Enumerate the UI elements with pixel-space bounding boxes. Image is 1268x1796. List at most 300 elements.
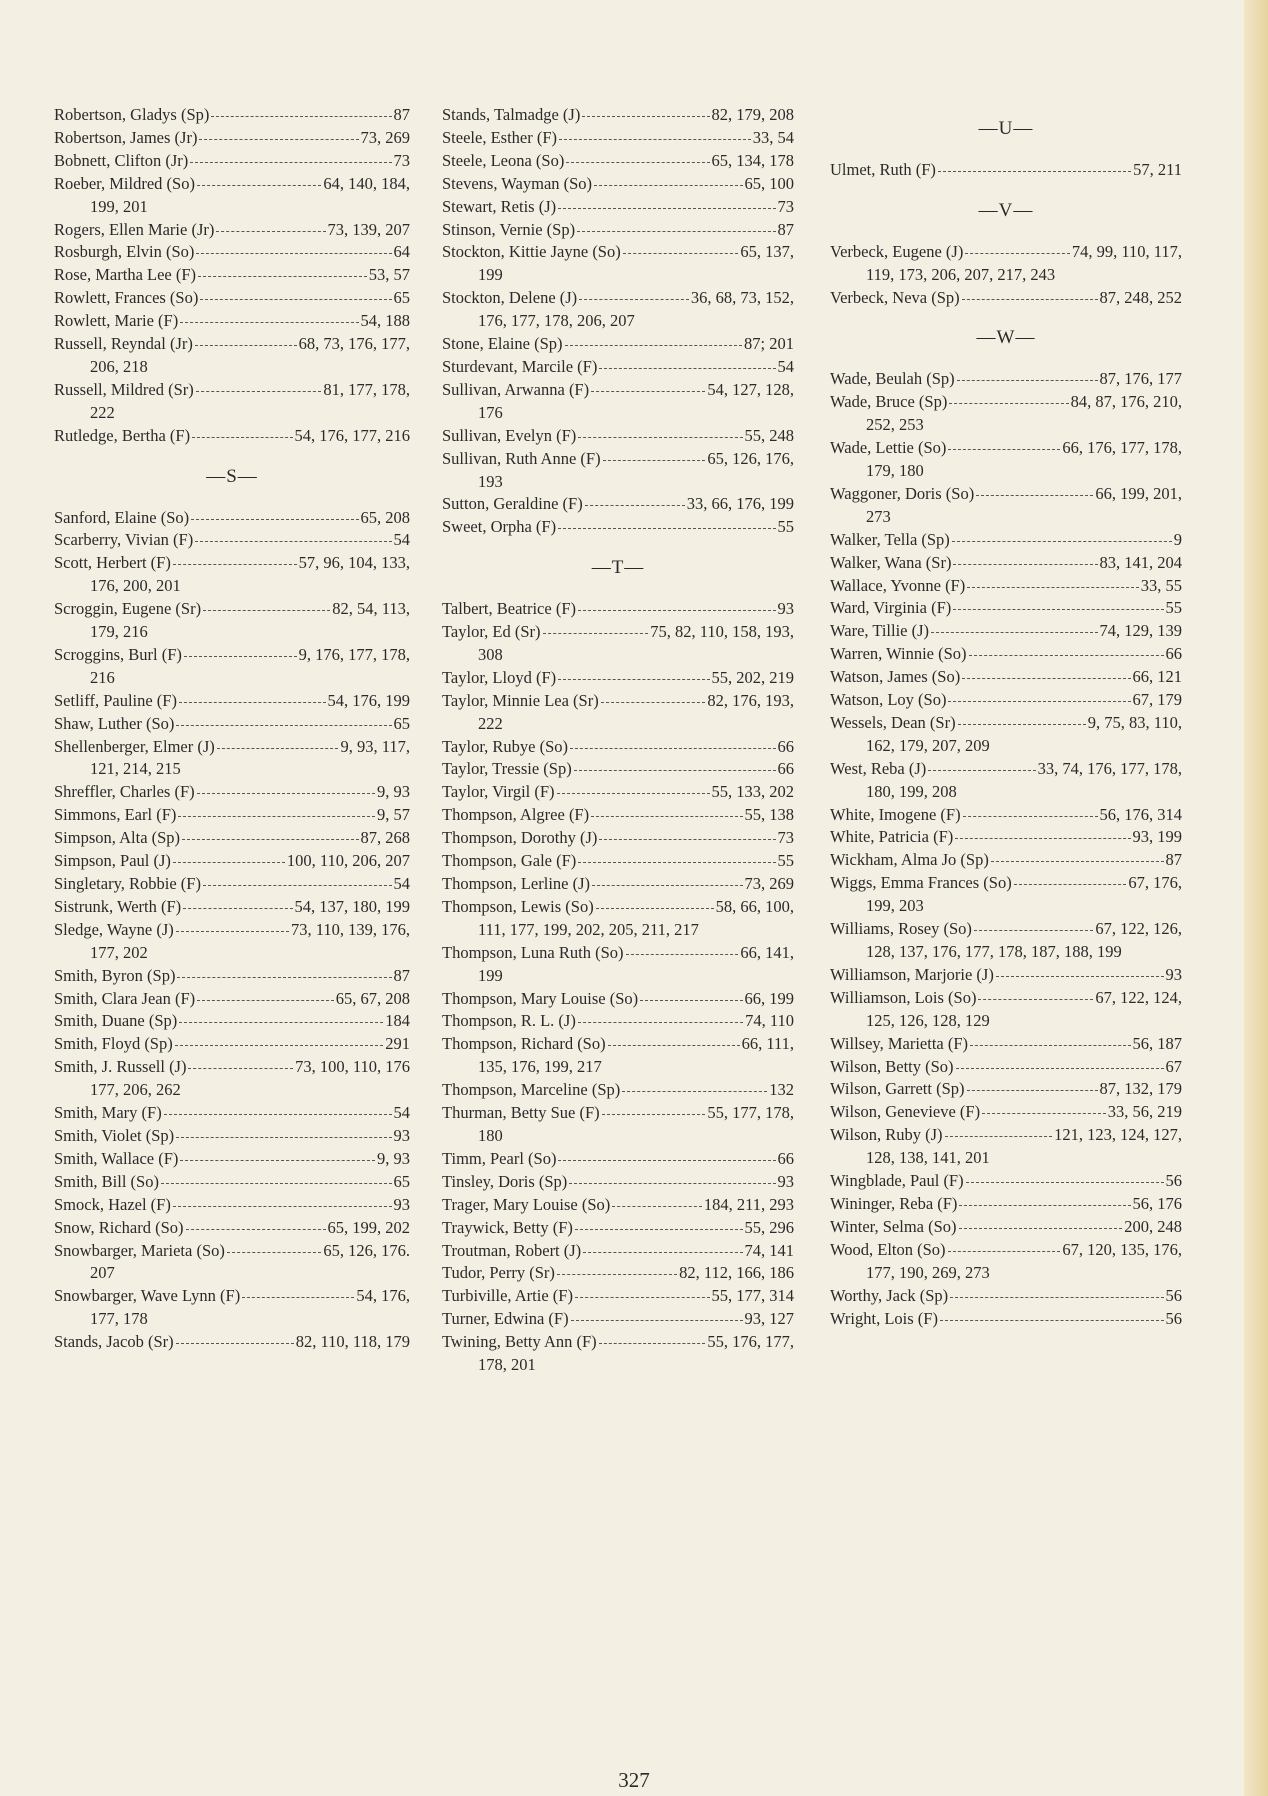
entry-pages: 55, 138 (744, 805, 794, 825)
entry-pages: 65, 199, 202 (327, 1217, 410, 1237)
entry-name: Simmons, Earl (F) (54, 805, 177, 825)
index-entry (442, 873, 794, 896)
dot-leader (216, 231, 325, 232)
dot-leader (582, 116, 709, 117)
dot-leader (173, 862, 285, 863)
index-entry (442, 690, 794, 736)
entry-pages-continued: 216 (90, 667, 115, 687)
index-entry (830, 1285, 1182, 1308)
entry-name: Thompson, R. L. (J) (442, 1011, 576, 1031)
index-entry (54, 644, 410, 690)
dot-leader (180, 1160, 375, 1161)
entry-name: Wright, Lois (F) (830, 1308, 938, 1328)
index-entry (54, 1285, 410, 1331)
entry-name: Stands, Jacob (Sr) (54, 1332, 174, 1352)
section-heading: —V— (978, 199, 1034, 221)
entry-pages: 93 (393, 1125, 410, 1145)
entry-pages: 67, 122, 124, (1095, 987, 1182, 1007)
entry-name: Winter, Selma (So) (830, 1216, 957, 1236)
dot-leader (197, 185, 321, 186)
entry-pages: 56, 176 (1132, 1193, 1182, 1213)
entry-pages: 33, 74, 176, 177, 178, (1037, 758, 1182, 778)
entry-name: Taylor, Rubye (So) (442, 736, 569, 756)
dot-leader (591, 816, 742, 817)
index-entry (830, 597, 1182, 620)
entry-name: Wessels, Dean (Sr) (830, 712, 956, 732)
index-entry (54, 219, 410, 242)
index-entry (442, 667, 794, 690)
entry-pages: 55, 176, 177, (707, 1332, 794, 1352)
entry-name: Wilson, Genevieve (F) (830, 1102, 981, 1122)
dot-leader (948, 449, 1060, 450)
entry-pages: 184 (385, 1011, 410, 1031)
entry-pages: 54, 176, 177, 216 (294, 425, 410, 445)
entry-pages: 54, 188 (360, 311, 410, 331)
index-entry (54, 850, 410, 873)
index-entry (830, 287, 1182, 310)
entry-name: Timm, Pearl (So) (442, 1148, 557, 1168)
index-entry (54, 690, 410, 713)
entry-pages: 68, 73, 176, 177, (298, 334, 410, 354)
dot-leader (196, 391, 322, 392)
entry-pages: 93, 127 (744, 1309, 794, 1329)
entry-name: Sweet, Orpha (F) (442, 517, 557, 537)
index-entry (830, 1239, 1182, 1285)
entry-pages: 55 (1165, 598, 1182, 618)
entry-name: Walker, Wana (Sr) (830, 552, 952, 572)
entry-pages-continued: 176, 177, 178, 206, 207 (478, 311, 635, 331)
entry-name: Scroggin, Eugene (Sr) (54, 599, 202, 619)
index-entry (54, 104, 410, 127)
entry-name: Thompson, Mary Louise (So) (442, 988, 639, 1008)
entry-pages: 87 (777, 219, 794, 239)
entry-name: Wade, Bruce (Sp) (830, 392, 948, 412)
index-entry (54, 379, 410, 425)
dot-leader (578, 437, 742, 438)
entry-name: Shellenberger, Elmer (J) (54, 736, 215, 756)
entry-name: Smith, Clara Jean (F) (54, 988, 196, 1008)
dot-leader (982, 1113, 1106, 1114)
index-entry (442, 1010, 794, 1033)
entry-pages-continued: 125, 126, 128, 129 (866, 1010, 990, 1030)
entry-pages-continued: 199 (478, 965, 503, 985)
entry-name: Taylor, Lloyd (F) (442, 667, 557, 687)
index-entry (54, 713, 410, 736)
entry-pages: 33, 56, 219 (1107, 1102, 1182, 1122)
entry-name: Ward, Virginia (F) (830, 598, 952, 618)
dot-leader (186, 1229, 326, 1230)
entry-name: Traywick, Betty (F) (442, 1217, 573, 1237)
entry-pages: 33, 66, 176, 199 (686, 494, 794, 514)
entry-pages-continued: 179, 216 (90, 622, 148, 642)
entry-pages-continued: 199, 201 (90, 196, 148, 216)
entry-name: Stone, Elaine (Sp) (442, 334, 563, 354)
dot-leader (183, 908, 292, 909)
entry-name: Wingblade, Paul (F) (830, 1171, 964, 1191)
entry-pages: 82, 179, 208 (711, 105, 794, 124)
entry-name: Thompson, Dorothy (J) (442, 828, 598, 848)
index-entry (830, 575, 1182, 598)
entry-pages: 54, 127, 128, (707, 379, 794, 399)
dot-leader (557, 1274, 677, 1275)
dot-leader (559, 139, 751, 140)
entry-pages: 54, 176, (356, 1286, 410, 1306)
dot-leader (571, 1320, 743, 1321)
index-entry (54, 264, 410, 287)
dot-leader (179, 1022, 383, 1023)
entry-pages-continued: 179, 180 (866, 460, 924, 480)
entry-name: Rowlett, Marie (F) (54, 311, 179, 331)
entry-pages: 66 (777, 759, 794, 779)
entry-pages: 87 (393, 105, 410, 124)
index-entry (442, 896, 794, 942)
entry-name: Smith, Mary (F) (54, 1103, 162, 1123)
dot-leader (583, 1252, 742, 1253)
index-entry (830, 1193, 1182, 1216)
dot-leader (945, 1136, 1053, 1137)
dot-leader (177, 977, 391, 978)
entry-pages: 55 (777, 517, 794, 537)
dot-leader (197, 793, 375, 794)
entry-pages-continued: 193 (478, 471, 503, 491)
entry-name: Sullivan, Evelyn (F) (442, 425, 577, 445)
entry-pages: 36, 68, 73, 152, (690, 288, 794, 308)
index-entry (54, 1148, 410, 1171)
index-entry (830, 1056, 1182, 1079)
entry-pages: 66, 199 (744, 988, 794, 1008)
entry-name: Trager, Mary Louise (So) (442, 1194, 611, 1214)
entry-pages: 54 (393, 874, 410, 893)
index-entry (442, 781, 794, 804)
entry-name: Simpson, Paul (J) (54, 851, 171, 871)
dot-leader (594, 185, 742, 186)
entry-name: Rowlett, Frances (So) (54, 288, 199, 308)
index-entry (830, 712, 1182, 758)
entry-pages: 65, 126, 176, (707, 448, 794, 468)
index-entry (54, 873, 410, 896)
entry-pages-continued: 176 (478, 402, 503, 422)
index-entry (54, 827, 410, 850)
section-heading: —U— (978, 118, 1034, 139)
dot-leader (965, 253, 1070, 254)
entry-pages: 82, 110, 118, 179 (295, 1332, 410, 1352)
entry-pages: 66, 111, (741, 1034, 794, 1054)
entry-pages: 66, 176, 177, 178, (1062, 438, 1182, 458)
dot-leader (953, 609, 1163, 610)
entry-pages-continued: 177, 202 (90, 942, 148, 962)
index-entry (442, 1262, 794, 1285)
section-heading: —S— (206, 465, 258, 487)
entry-name: Verbeck, Neva (Sp) (830, 287, 960, 307)
dot-leader (602, 1114, 706, 1115)
dot-leader (948, 701, 1130, 702)
entry-pages: 81, 177, 178, (323, 379, 410, 399)
entry-pages: 58, 66, 100, (715, 896, 794, 916)
entry-name: Sanford, Elaine (So) (54, 507, 190, 527)
entry-name: Wininger, Reba (F) (830, 1193, 958, 1213)
dot-leader (585, 505, 685, 506)
entry-pages: 67, 176, (1128, 873, 1182, 893)
dot-leader (591, 391, 705, 392)
index-entry (54, 1033, 410, 1056)
dot-leader (173, 564, 297, 565)
dot-leader (974, 930, 1094, 931)
index-entry (442, 1331, 794, 1377)
dot-leader (622, 1091, 767, 1092)
entry-pages: 87, 132, 179 (1099, 1079, 1182, 1099)
entry-pages: 9 (1173, 529, 1182, 549)
page-number: 327 (618, 1768, 650, 1792)
index-entry (830, 1216, 1182, 1239)
entry-name: Scarberry, Vivian (F) (54, 530, 194, 550)
entry-pages: 64 (393, 242, 410, 262)
entry-pages: 83, 141, 204 (1099, 552, 1182, 572)
entry-pages: 67, 179 (1132, 690, 1182, 710)
dot-leader (959, 1228, 1123, 1229)
index-entry (830, 689, 1182, 712)
entry-name: Stinson, Vernie (Sp) (442, 219, 576, 239)
index-entry (442, 493, 794, 516)
entry-pages: 55, 133, 202 (711, 782, 794, 802)
dot-leader (978, 999, 1093, 1000)
index-entry (54, 127, 410, 150)
index-entry (442, 196, 794, 219)
index-entry (442, 1285, 794, 1308)
entry-name: Sturdevant, Marcile (F) (442, 356, 598, 376)
dot-leader (969, 655, 1164, 656)
entry-pages: 65, 137, (740, 242, 794, 262)
index-entry (442, 1148, 794, 1171)
entry-pages: 67 (1165, 1056, 1182, 1076)
index-entry (54, 965, 410, 988)
entry-name: Singletary, Robbie (F) (54, 874, 201, 893)
dot-leader (967, 1090, 1098, 1091)
index-column-2 (442, 104, 794, 1377)
entry-name: Steele, Leona (So) (442, 150, 565, 170)
dot-leader (599, 1343, 706, 1344)
entry-name: Warren, Winnie (So) (830, 644, 967, 664)
dot-leader (578, 610, 776, 611)
entry-name: Williamson, Marjorie (J) (830, 964, 994, 984)
entry-name: Sledge, Wayne (J) (54, 919, 174, 939)
entry-pages: 73 (393, 150, 410, 170)
entry-pages: 33, 54 (752, 127, 794, 147)
entry-pages: 53, 57 (368, 265, 410, 285)
entry-pages-continued: 199, 203 (866, 896, 924, 916)
entry-pages: 9, 93 (377, 782, 410, 802)
dot-leader (566, 162, 709, 163)
entry-pages: 87, 268 (360, 828, 410, 848)
entry-pages: 66 (1165, 644, 1182, 664)
entry-pages: 87, 176, 177 (1099, 369, 1182, 389)
dot-leader (578, 862, 775, 863)
dot-leader (199, 139, 358, 140)
entry-name: Thurman, Betty Sue (F) (442, 1103, 600, 1123)
dot-leader (203, 610, 330, 611)
entry-pages-continued: 121, 214, 215 (90, 759, 181, 779)
entry-pages: 66 (777, 736, 794, 756)
index-entry (442, 219, 794, 242)
dot-leader (1014, 884, 1127, 885)
entry-name: Tinsley, Doris (Sp) (442, 1171, 568, 1191)
index-entry (442, 804, 794, 827)
entry-pages: 54 (393, 530, 410, 550)
entry-name: Troutman, Robert (J) (442, 1240, 582, 1260)
entry-name: Smith, J. Russell (J) (54, 1057, 187, 1077)
dot-leader (958, 724, 1086, 725)
index-entry (830, 620, 1182, 643)
entry-name: Sutton, Geraldine (F) (442, 494, 583, 514)
index-entry (54, 1217, 410, 1240)
index-entry (442, 1217, 794, 1240)
index-entry (54, 896, 410, 919)
dot-leader (211, 116, 391, 117)
index-entry (830, 758, 1182, 804)
dot-leader (558, 208, 775, 209)
entry-name: Stockton, Kittie Jayne (So) (442, 242, 621, 262)
dot-leader (198, 276, 367, 277)
dot-leader (575, 1229, 743, 1230)
dot-leader (558, 528, 775, 529)
entry-name: Robertson, James (Jr) (54, 127, 198, 147)
index-entry (830, 159, 1182, 182)
entry-pages: 66 (777, 1148, 794, 1168)
entry-name: Stands, Talmadge (J) (442, 105, 581, 124)
dot-leader (953, 564, 1097, 565)
dot-leader (543, 633, 649, 634)
index-entry (442, 127, 794, 150)
entry-name: Twining, Betty Ann (F) (442, 1332, 597, 1352)
entry-name: Smith, Wallace (F) (54, 1148, 179, 1168)
index-entry (830, 483, 1182, 529)
entry-pages: 64, 140, 184, (323, 173, 410, 193)
index-entry (54, 1125, 410, 1148)
dot-leader (173, 1206, 392, 1207)
dot-leader (596, 908, 714, 909)
entry-pages: 65 (393, 713, 410, 733)
entry-pages: 74, 141 (744, 1240, 794, 1260)
entry-pages: 100, 110, 206, 207 (286, 851, 410, 871)
entry-pages-continued: 177, 190, 269, 273 (866, 1262, 990, 1282)
entry-name: Taylor, Tressie (Sp) (442, 759, 572, 779)
index-entry (54, 310, 410, 333)
entry-pages-continued: 180, 199, 208 (866, 781, 957, 801)
dot-leader (217, 748, 339, 749)
index-entry (54, 287, 410, 310)
entry-pages-continued: 135, 176, 199, 217 (478, 1057, 602, 1077)
section-heading: —W— (976, 327, 1036, 349)
entry-pages: 74, 110 (745, 1011, 794, 1031)
entry-pages: 74, 99, 110, 117, (1071, 241, 1182, 261)
index-entry (54, 173, 410, 219)
entry-pages-continued: 119, 173, 206, 207, 217, 243 (866, 264, 1056, 284)
entry-pages: 74, 129, 139 (1099, 621, 1182, 641)
dot-leader (192, 437, 292, 438)
entry-pages: 56 (1165, 1171, 1182, 1191)
index-entry (54, 1056, 410, 1102)
entry-name: Wilson, Garrett (Sp) (830, 1079, 965, 1099)
dot-leader (565, 345, 743, 346)
entry-pages: 66, 199, 201, (1095, 483, 1182, 503)
index-entry (830, 1308, 1182, 1331)
dot-leader (579, 299, 689, 300)
entry-pages: 184, 211, 293 (703, 1194, 794, 1214)
entry-pages: 73, 100, 110, 176 (295, 1057, 410, 1077)
entry-pages: 9, 93, 117, (340, 736, 410, 756)
entry-pages: 9, 93 (377, 1148, 410, 1168)
entry-name: Thompson, Marceline (Sp) (442, 1080, 621, 1100)
dot-leader (188, 1068, 293, 1069)
entry-pages: 93 (777, 1171, 794, 1191)
entry-pages: 93, 199 (1132, 827, 1182, 847)
index-entry (54, 552, 410, 598)
index-entry (830, 1101, 1182, 1124)
index-entry (830, 964, 1182, 987)
entry-pages: 65, 134, 178 (711, 150, 794, 170)
index-entry (442, 333, 794, 356)
index-entry (54, 241, 410, 264)
entry-name: Wickham, Alma Jo (Sp) (830, 850, 989, 870)
dot-leader (962, 678, 1130, 679)
entry-name: Watson, James (So) (830, 667, 961, 687)
entry-pages-continued: 177, 178 (90, 1309, 148, 1329)
entry-pages: 54, 176, 199 (327, 690, 410, 710)
index-entry (442, 150, 794, 173)
entry-name: Wallace, Yvonne (F) (830, 575, 966, 595)
dot-leader (176, 1343, 294, 1344)
entry-pages: 93 (393, 1194, 410, 1214)
dot-leader (578, 1022, 743, 1023)
entry-name: Waggoner, Doris (So) (830, 483, 975, 503)
index-entry (442, 1240, 794, 1263)
entry-name: Stevens, Wayman (So) (442, 173, 593, 193)
dot-leader (178, 816, 375, 817)
entry-name: Taylor, Ed (Sr) (442, 622, 541, 642)
entry-pages-continued: 177, 206, 262 (90, 1080, 181, 1100)
dot-leader (195, 345, 297, 346)
entry-pages: 84, 87, 176, 210, (1070, 392, 1182, 412)
index-entry (830, 1170, 1182, 1193)
index-entry (830, 849, 1182, 872)
index-entry (442, 621, 794, 667)
entry-pages-continued: 308 (478, 644, 503, 664)
index-entry (442, 1102, 794, 1148)
entry-pages: 73, 139, 207 (327, 219, 410, 239)
entry-name: Wade, Lettie (So) (830, 438, 947, 458)
entry-name: Rose, Martha Lee (F) (54, 265, 197, 285)
entry-pages: 93 (777, 599, 794, 619)
dot-leader (195, 541, 391, 542)
index-entry (442, 448, 794, 494)
entry-name: Russell, Reyndal (Jr) (54, 334, 193, 354)
entry-pages: 291 (385, 1034, 410, 1054)
entry-pages: 55, 177, 314 (711, 1286, 794, 1306)
entry-pages: 9, 57 (377, 805, 410, 825)
entry-name: Talbert, Beatrice (F) (442, 599, 576, 619)
dot-leader (599, 839, 775, 840)
index-entry (830, 872, 1182, 918)
dot-leader (558, 1160, 775, 1161)
index-entry (442, 425, 794, 448)
dot-leader (612, 1206, 702, 1207)
entry-pages: 65 (393, 288, 410, 308)
index-entry (54, 507, 410, 530)
entry-pages: 82, 54, 113, (332, 599, 410, 619)
entry-name: Williamson, Lois (So) (830, 987, 977, 1007)
dot-leader (950, 1297, 1163, 1298)
entry-pages-continued: 111, 177, 199, 202, 205, 211, 217 (478, 919, 699, 939)
entry-name: Worthy, Jack (Sp) (830, 1285, 949, 1305)
